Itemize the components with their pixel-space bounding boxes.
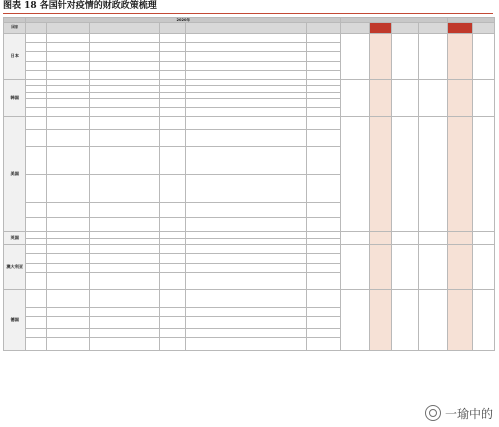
policy-cell bbox=[89, 329, 159, 338]
date-cell bbox=[26, 117, 46, 129]
summary-cell bbox=[418, 79, 448, 117]
date-cell bbox=[26, 147, 46, 175]
summary-ratio-cell bbox=[448, 79, 472, 117]
summary-cell bbox=[392, 34, 418, 80]
dept-cell bbox=[159, 70, 185, 79]
wechat-account-icon bbox=[425, 405, 441, 421]
amount-cell bbox=[306, 34, 341, 43]
amount-cell bbox=[306, 329, 341, 338]
date-cell bbox=[26, 316, 46, 328]
header-sum1 bbox=[341, 23, 370, 34]
name-cell bbox=[46, 316, 89, 328]
summary-ratio-cell bbox=[448, 245, 472, 290]
content-cell bbox=[186, 316, 306, 328]
policy-cell bbox=[89, 217, 159, 232]
content-cell bbox=[186, 263, 306, 272]
policy-table-container bbox=[3, 17, 495, 424]
amount-cell bbox=[306, 129, 341, 147]
header-row-columns bbox=[4, 23, 495, 34]
date-cell bbox=[26, 290, 46, 308]
dept-cell bbox=[159, 99, 185, 108]
table-row bbox=[4, 245, 495, 254]
table-row bbox=[4, 117, 495, 129]
summary-cell bbox=[472, 245, 494, 290]
header-sum6 bbox=[472, 23, 494, 34]
amount-cell bbox=[306, 307, 341, 316]
summary-cell bbox=[341, 79, 370, 117]
header-sum5 bbox=[448, 23, 472, 34]
summary-cell bbox=[341, 232, 370, 245]
amount-cell bbox=[306, 338, 341, 350]
policy-cell bbox=[89, 117, 159, 129]
country-cell: 美国 bbox=[4, 117, 26, 232]
date-cell bbox=[26, 329, 46, 338]
content-cell bbox=[186, 129, 306, 147]
header-sum2 bbox=[369, 23, 391, 34]
dept-cell bbox=[159, 34, 185, 43]
date-cell bbox=[26, 175, 46, 203]
summary-cell bbox=[472, 232, 494, 245]
policy-table bbox=[3, 17, 495, 351]
summary-ratio-cell bbox=[448, 232, 472, 245]
policy-cell bbox=[89, 272, 159, 290]
policy-cell bbox=[89, 147, 159, 175]
date-cell bbox=[26, 203, 46, 218]
policy-cell bbox=[89, 307, 159, 316]
date-cell bbox=[26, 217, 46, 232]
amount-cell bbox=[306, 99, 341, 108]
amount-cell bbox=[306, 117, 341, 129]
summary-cell bbox=[472, 34, 494, 80]
content-cell bbox=[186, 307, 306, 316]
summary-ratio-cell bbox=[369, 117, 391, 232]
policy-cell bbox=[89, 290, 159, 308]
summary-ratio-cell bbox=[448, 117, 472, 232]
content-cell bbox=[186, 34, 306, 43]
header-policy bbox=[89, 23, 159, 34]
content-cell bbox=[186, 52, 306, 61]
header-name bbox=[46, 23, 89, 34]
header-dept bbox=[159, 23, 185, 34]
policy-cell bbox=[89, 316, 159, 328]
summary-cell bbox=[418, 232, 448, 245]
header-sum3 bbox=[392, 23, 418, 34]
dept-cell bbox=[159, 263, 185, 272]
country-cell: 韩国 bbox=[4, 79, 26, 117]
summary-cell bbox=[392, 245, 418, 290]
dept-cell bbox=[159, 117, 185, 129]
date-cell bbox=[26, 272, 46, 290]
date-cell bbox=[26, 245, 46, 254]
policy-cell bbox=[89, 245, 159, 254]
summary-cell bbox=[392, 117, 418, 232]
header-year: 2020年 bbox=[26, 18, 341, 23]
dept-cell bbox=[159, 61, 185, 70]
policy-cell bbox=[89, 263, 159, 272]
name-cell bbox=[46, 99, 89, 108]
dept-cell bbox=[159, 338, 185, 350]
content-cell bbox=[186, 329, 306, 338]
policy-cell bbox=[89, 70, 159, 79]
content-cell bbox=[186, 217, 306, 232]
dept-cell bbox=[159, 254, 185, 263]
watermark-text: 一瑜中的 bbox=[444, 406, 493, 421]
name-cell bbox=[46, 34, 89, 43]
date-cell bbox=[26, 108, 46, 117]
content-cell bbox=[186, 254, 306, 263]
date-cell bbox=[26, 263, 46, 272]
dept-cell bbox=[159, 108, 185, 117]
summary-ratio-cell bbox=[369, 290, 391, 351]
policy-cell bbox=[89, 108, 159, 117]
table-row bbox=[4, 290, 495, 308]
dept-cell bbox=[159, 329, 185, 338]
page-title: 图表 18 各国针对疫情的财政政策梳理 bbox=[3, 0, 493, 14]
policy-cell bbox=[89, 254, 159, 263]
amount-cell bbox=[306, 43, 341, 52]
content-cell bbox=[186, 117, 306, 129]
name-cell bbox=[46, 203, 89, 218]
policy-cell bbox=[89, 61, 159, 70]
dept-cell bbox=[159, 43, 185, 52]
content-cell bbox=[186, 147, 306, 175]
dept-cell bbox=[159, 129, 185, 147]
amount-cell bbox=[306, 108, 341, 117]
summary-cell bbox=[472, 290, 494, 351]
watermark bbox=[409, 403, 493, 423]
policy-cell bbox=[89, 52, 159, 61]
policy-cell bbox=[89, 34, 159, 43]
summary-ratio-cell bbox=[369, 245, 391, 290]
amount-cell bbox=[306, 316, 341, 328]
amount-cell bbox=[306, 254, 341, 263]
summary-cell bbox=[341, 117, 370, 232]
amount-cell bbox=[306, 290, 341, 308]
date-cell bbox=[26, 338, 46, 350]
header-country: 国家 bbox=[4, 23, 26, 34]
name-cell bbox=[46, 263, 89, 272]
amount-cell bbox=[306, 61, 341, 70]
date-cell bbox=[26, 307, 46, 316]
amount-cell bbox=[306, 263, 341, 272]
policy-cell bbox=[89, 129, 159, 147]
table-row bbox=[4, 34, 495, 43]
amount-cell bbox=[306, 175, 341, 203]
name-cell bbox=[46, 70, 89, 79]
date-cell bbox=[26, 70, 46, 79]
content-cell bbox=[186, 290, 306, 308]
country-cell: 澳大利亚 bbox=[4, 245, 26, 290]
summary-cell bbox=[392, 290, 418, 351]
name-cell bbox=[46, 254, 89, 263]
amount-cell bbox=[306, 272, 341, 290]
dept-cell bbox=[159, 217, 185, 232]
dept-cell bbox=[159, 307, 185, 316]
amount-cell bbox=[306, 147, 341, 175]
content-cell bbox=[186, 272, 306, 290]
date-cell bbox=[26, 34, 46, 43]
policy-cell bbox=[89, 338, 159, 350]
dept-cell bbox=[159, 245, 185, 254]
summary-cell bbox=[418, 117, 448, 232]
content-cell bbox=[186, 108, 306, 117]
summary-cell bbox=[392, 79, 418, 117]
date-cell bbox=[26, 129, 46, 147]
amount-cell bbox=[306, 245, 341, 254]
name-cell bbox=[46, 52, 89, 61]
content-cell bbox=[186, 245, 306, 254]
date-cell bbox=[26, 61, 46, 70]
name-cell bbox=[46, 108, 89, 117]
country-cell: 德国 bbox=[4, 290, 26, 351]
dept-cell bbox=[159, 175, 185, 203]
summary-cell bbox=[341, 290, 370, 351]
name-cell bbox=[46, 217, 89, 232]
amount-cell bbox=[306, 52, 341, 61]
content-cell bbox=[186, 99, 306, 108]
date-cell bbox=[26, 99, 46, 108]
summary-ratio-cell bbox=[369, 232, 391, 245]
header-content bbox=[186, 23, 306, 34]
name-cell bbox=[46, 147, 89, 175]
name-cell bbox=[46, 307, 89, 316]
summary-ratio-cell bbox=[369, 34, 391, 80]
content-cell bbox=[186, 70, 306, 79]
date-cell bbox=[26, 43, 46, 52]
country-cell: 英国 bbox=[4, 232, 26, 245]
summary-cell bbox=[418, 245, 448, 290]
summary-cell bbox=[472, 79, 494, 117]
name-cell bbox=[46, 61, 89, 70]
date-cell bbox=[26, 52, 46, 61]
dept-cell bbox=[159, 203, 185, 218]
policy-cell bbox=[89, 99, 159, 108]
amount-cell bbox=[306, 217, 341, 232]
summary-cell bbox=[341, 34, 370, 80]
name-cell bbox=[46, 290, 89, 308]
summary-cell bbox=[418, 290, 448, 351]
summary-cell bbox=[472, 117, 494, 232]
summary-ratio-cell bbox=[369, 79, 391, 117]
header-amount bbox=[306, 23, 341, 34]
policy-cell bbox=[89, 203, 159, 218]
summary-cell bbox=[418, 34, 448, 80]
amount-cell bbox=[306, 203, 341, 218]
policy-cell bbox=[89, 175, 159, 203]
dept-cell bbox=[159, 52, 185, 61]
name-cell bbox=[46, 129, 89, 147]
content-cell bbox=[186, 203, 306, 218]
dept-cell bbox=[159, 316, 185, 328]
content-cell bbox=[186, 338, 306, 350]
name-cell bbox=[46, 175, 89, 203]
summary-cell bbox=[392, 232, 418, 245]
name-cell bbox=[46, 117, 89, 129]
content-cell bbox=[186, 175, 306, 203]
header-sum4 bbox=[418, 23, 448, 34]
name-cell bbox=[46, 329, 89, 338]
summary-cell bbox=[341, 245, 370, 290]
policy-cell bbox=[89, 43, 159, 52]
name-cell bbox=[46, 43, 89, 52]
header-date bbox=[26, 23, 46, 34]
name-cell bbox=[46, 338, 89, 350]
dept-cell bbox=[159, 272, 185, 290]
dept-cell bbox=[159, 147, 185, 175]
dept-cell bbox=[159, 290, 185, 308]
date-cell bbox=[26, 254, 46, 263]
content-cell bbox=[186, 43, 306, 52]
name-cell bbox=[46, 245, 89, 254]
country-cell: 日本 bbox=[4, 34, 26, 80]
name-cell bbox=[46, 272, 89, 290]
summary-ratio-cell bbox=[448, 34, 472, 80]
content-cell bbox=[186, 61, 306, 70]
amount-cell bbox=[306, 70, 341, 79]
summary-ratio-cell bbox=[448, 290, 472, 351]
